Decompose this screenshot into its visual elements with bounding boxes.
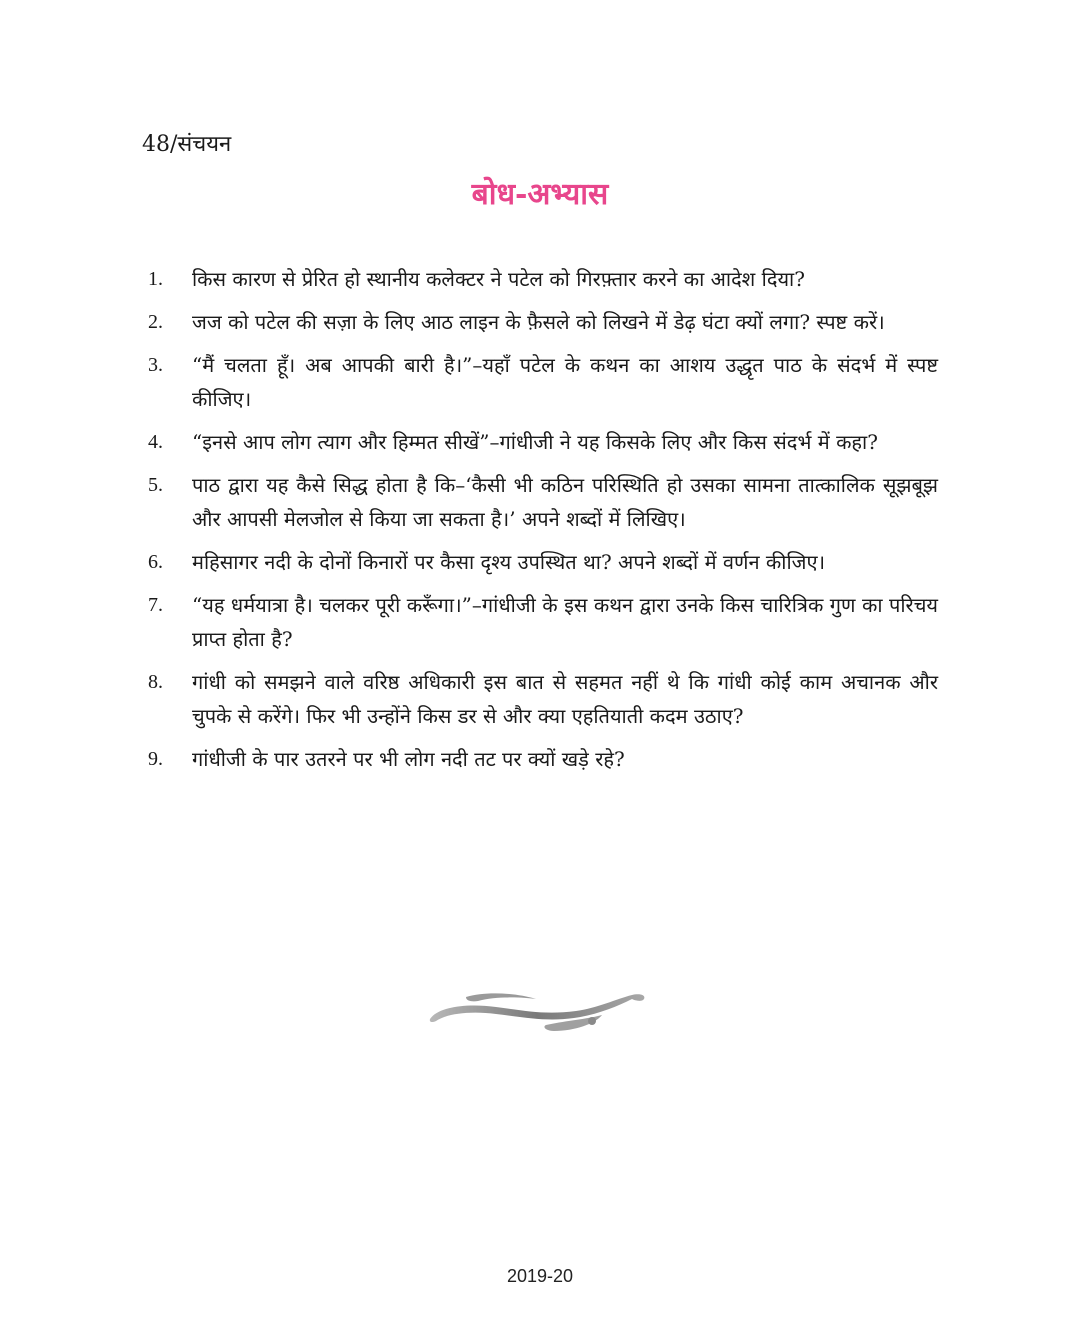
question-item [148,545,938,579]
question-number: 7. [148,594,163,616]
question-number: 3. [148,354,163,376]
question-text: “मैं चलता हूँ। अब आपकी बारी है।”–यहाँ पटेल के कथन का आशय उद्धृत पाठ के संदर्भ में स्पष्ट कीजिए। [192,353,938,411]
question-number: 8. [148,671,163,693]
question-text: “यह धर्मयात्रा है। चलकर पूरी करूँगा।”–गांधीजी के इस कथन द्वारा उनके किस चारित्रिक गुण का परिचय प्राप्त होता है? [192,593,938,651]
question-item [148,305,938,339]
question-text: गांधी को समझने वाले वरिष्ठ अधिकारी इस बात से सहमत नहीं थे कि गांधी कोई काम अचानक और चुपके से करेंगे। फिर भी उन्होंने किस डर से और क्या एहतियाती कदम उठाए? [192,670,938,728]
question-number: 4. [148,431,163,453]
question-item [148,588,938,656]
footer-year: 2019-20 [506,1266,574,1286]
question-number: 2. [148,311,163,333]
question-number: 1. [148,268,163,290]
question-item [148,262,938,296]
question-text: महिसागर नदी के दोनों किनारों पर कैसा दृश्य उपस्थित था? अपने शब्दों में वर्णन कीजिए। [192,550,826,574]
question-item [148,742,938,776]
question-item [148,425,938,459]
question-text: किस कारण से प्रेरित हो स्थानीय कलेक्टर ने पटेल को गिरफ़्तार करने का आदेश दिया? [192,267,805,291]
question-text: “इनसे आप लोग त्याग और हिम्मत सीखें”–गांधीजी ने यह किसके लिए और किस संदर्भ में कहा? [192,430,878,454]
page-header: 48/संचयन [142,132,232,157]
page-title: बोध-अभ्यास [471,177,609,212]
swirl-ornament-icon [426,985,652,1037]
question-item [148,348,938,416]
question-item [148,665,938,733]
question-text: जज को पटेल की सज़ा के लिए आठ लाइन के फ़ैसले को लिखने में डेढ़ घंटा क्यों लगा? स्पष्ट करें। [192,310,885,334]
question-number: 5. [148,474,163,496]
question-number: 6. [148,551,163,573]
question-text: गांधीजी के पार उतरने पर भी लोग नदी तट पर क्यों खड़े रहे? [192,747,625,771]
question-item [148,468,938,536]
question-list [148,262,938,785]
question-text: पाठ द्वारा यह कैसे सिद्ध होता है कि–‘कैसी भी कठिन परिस्थिति हो उसका सामना तात्कालिक सूझबूझ और आपसी मेलजोल से किया जा सकता है।’ अपने शब्दों में लिखिए। [192,473,938,531]
question-number: 9. [148,748,163,770]
